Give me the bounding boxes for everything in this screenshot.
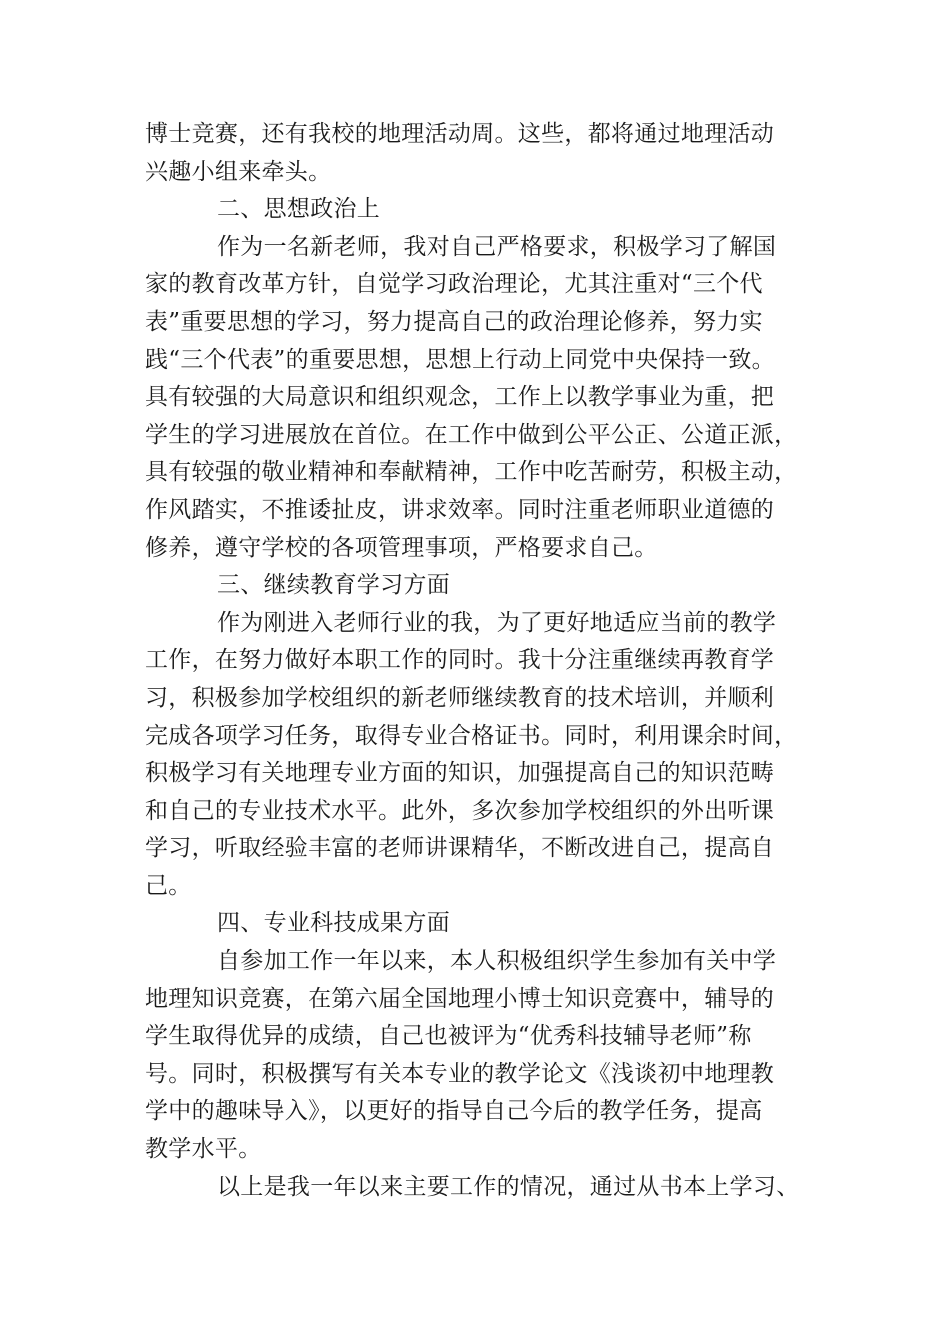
text-line: 家的教育改革方针，自觉学习政治理论，尤其注重对“三个代 [145, 271, 763, 298]
text-line: 完成各项学习任务，取得专业合格证书。同时，利用课余时间， [145, 722, 798, 749]
text-line: 博士竞赛，还有我校的地理活动周。这些，都将通过地理活动 [145, 121, 775, 147]
text-line: 具有较强的大局意识和组织观念，工作上以教学事业为重，把 [145, 384, 775, 411]
text-line: 积极学习有关地理专业方面的知识，加强提高自己的知识范畴 [145, 760, 775, 787]
text-line: 作风踏实，不推诿扯皮，讲求效率。同时注重老师职业道德的 [145, 496, 775, 523]
text-line: 表”重要思想的学习，努力提高自己的政治理论修养，努力实 [145, 308, 763, 335]
text-line: 践“三个代表”的重要思想，思想上行动上同党中央保持一致。 [145, 346, 775, 373]
text-line: 兴趣小组来牵头。 [145, 158, 332, 185]
document-body [145, 116, 805, 1206]
text-line: 学习，听取经验丰富的老师讲课精华，不断改进自己，提高自 [145, 835, 775, 862]
text-line: 具有较强的敬业精神和奉献精神，工作中吃苦耐劳，积极主动， [145, 459, 798, 486]
text-line: 学生的学习进展放在首位。在工作中做到公平公正、公道正派， [145, 421, 798, 448]
text-line: 学生取得优异的成绩，自己也被评为“优秀科技辅导老师”称 [145, 1023, 752, 1050]
paragraph-first-line: 作为刚进入老师行业的我，为了更好地适应当前的教学 [217, 609, 777, 636]
text-line: 习，积极参加学校组织的新老师继续教育的技术培训，并顺利 [145, 684, 775, 711]
paragraph-first-line: 四、专业科技成果方面 [217, 910, 450, 937]
text-line: 修养，遵守学校的各项管理事项，严格要求自己。 [145, 534, 658, 561]
paragraph-first-line: 二、思想政治上 [217, 196, 381, 223]
text-line: 学中的趣味导入》，以更好的指导自己今后的教学任务，提高 [145, 1098, 763, 1125]
paragraph-first-line: 三、继续教育学习方面 [217, 572, 450, 599]
text-line: 和自己的专业技术水平。此外，多次参加学校组织的外出听课 [145, 797, 775, 824]
text-line: 教学水平。 [145, 1136, 262, 1163]
text-line: 工作，在努力做好本职工作的同时。我十分注重继续再教育学 [145, 647, 775, 674]
text-line: 地理知识竞赛，在第六届全国地理小博士知识竞赛中，辅导的 [145, 985, 775, 1012]
paragraph-first-line: 作为一名新老师，我对自己严格要求，积极学习了解国 [217, 233, 777, 260]
paragraph-first-line: 自参加工作一年以来，本人积极组织学生参加有关中学 [217, 948, 777, 975]
text-line: 己。 [145, 872, 192, 899]
text-line: 号。同时，积极撰写有关本专业的教学论文《浅谈初中地理教 [145, 1060, 775, 1087]
paragraph-first-line: 以上是我一年以来主要工作的情况，通过从书本上学习、 [217, 1173, 800, 1200]
